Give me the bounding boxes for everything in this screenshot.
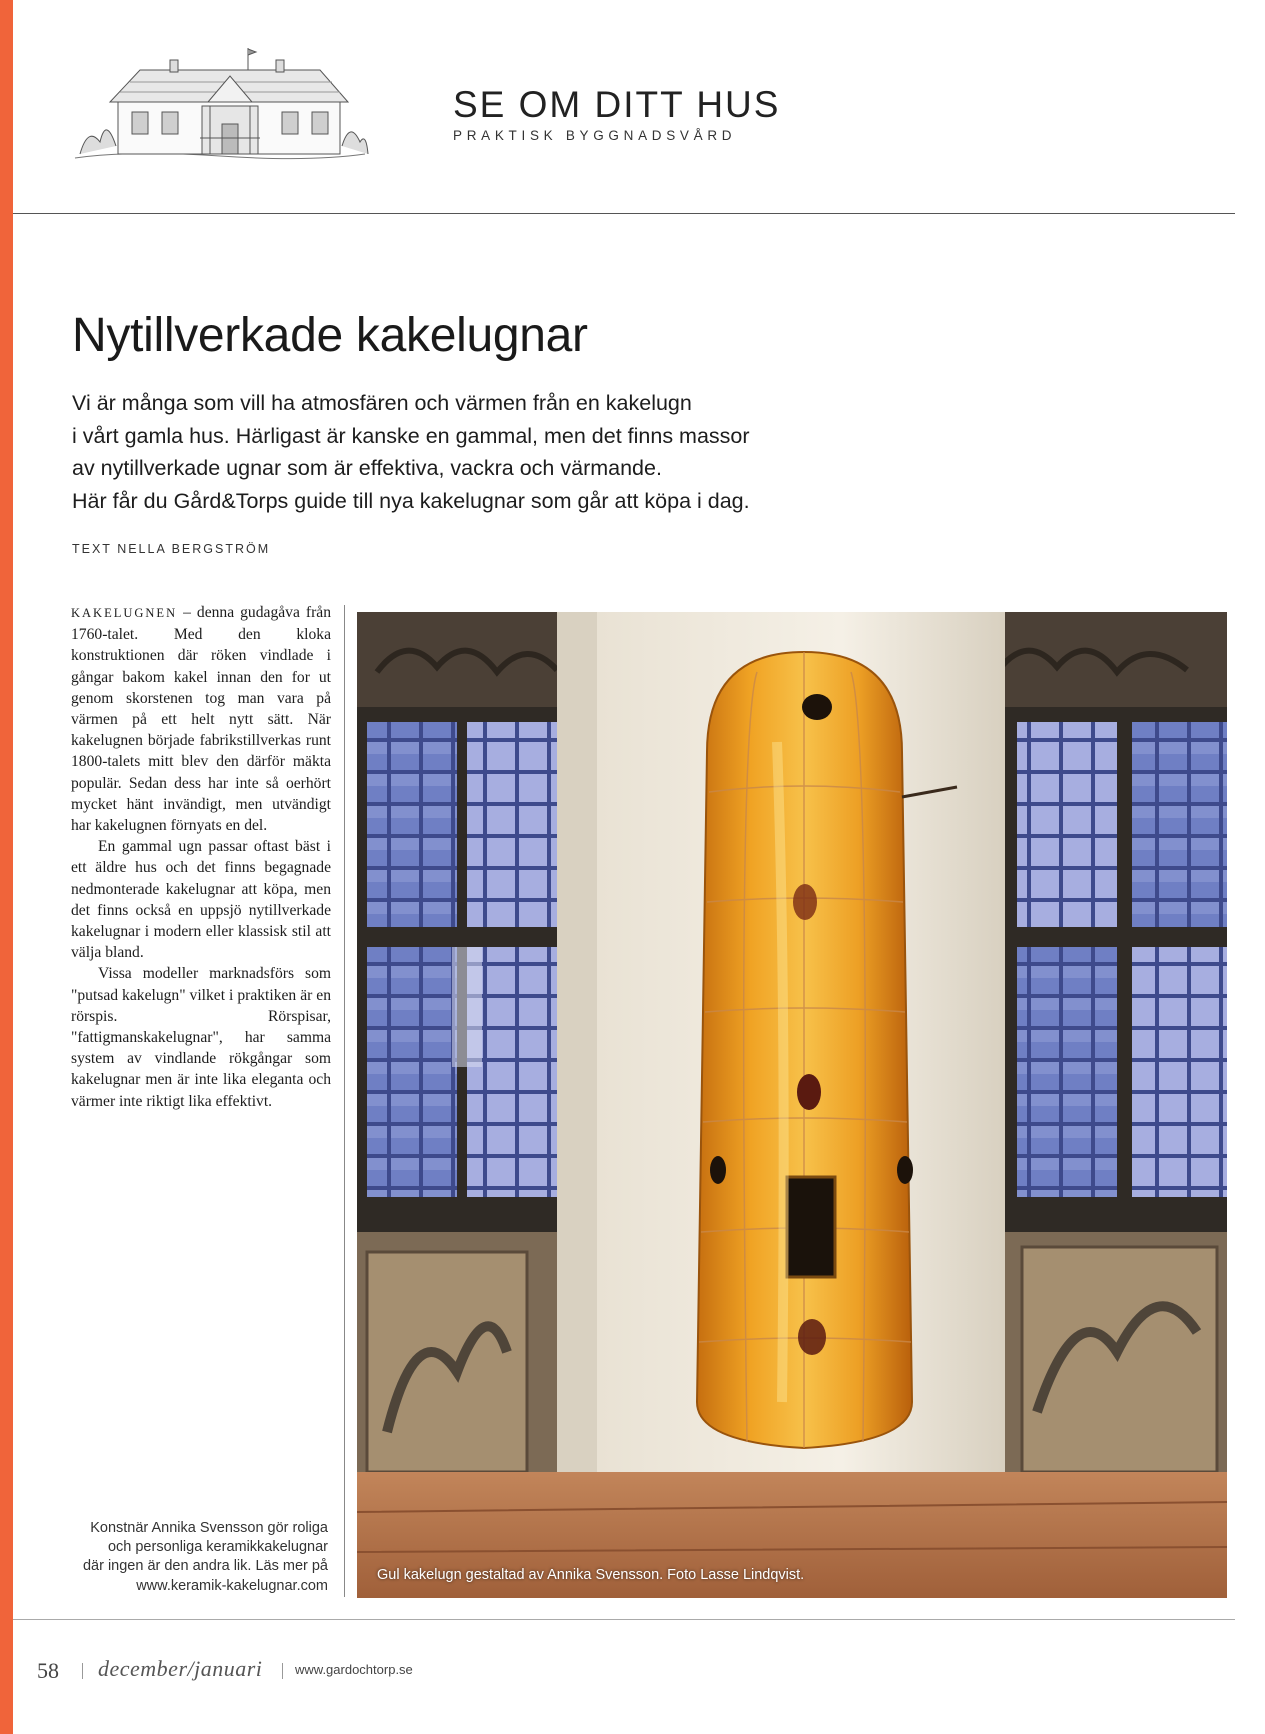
ingress-line: av nytillverkade ugnar som är effektiva, vackra och värmande.: [72, 456, 662, 480]
ingress-line: Här får du Gård&Torps guide till nya kakelugnar som går att köpa i dag.: [72, 488, 750, 513]
byline: TEXT NELLA BERGSTRÖM: [72, 542, 271, 556]
ingress-line: i vårt gamla hus. Härligast är kanske en gammal, men det finns massor: [72, 423, 750, 448]
section-heading: [453, 84, 781, 143]
body-paragraph: En gammal ugn passar oftast bäst i ett äldre hus och det finns begagnade nedmonterade kakelugnar att köpa, men det finns också en uppsjö nytillverkade kakelugnar i modern eller klassisk stil att välja bland.: [71, 838, 331, 962]
caption-line: Konstnär Annika Svensson gör roliga: [90, 1520, 328, 1536]
article-title: Nytillverkade kakelugnar: [72, 309, 588, 362]
section-title: SE OM DITT HUS: [453, 84, 781, 125]
body-paragraph: Vissa modeller marknadsförs som "putsad kakelugn" vilket i praktiken är en rörspis. Rörspisar, "fattigmanskakelugnar", har samma system av vindlande rökgångar som kakelugnar men är inte lika eleganta och värmer inte riktigt lika effektivt.: [71, 965, 331, 1110]
body-paragraph: [71, 602, 331, 836]
page-number: 58: [37, 1658, 59, 1683]
caption-line: och personliga keramikkakelugnar: [107, 1539, 328, 1556]
column-divider: [344, 605, 345, 1597]
photo-caption: Gul kakelugn gestaltad av Annika Svensson. Foto Lasse Lindqvist.: [377, 1567, 805, 1583]
page-edge-stripe: [0, 0, 13, 1734]
kakelugn-photo: [357, 612, 1227, 1598]
article-ingress: [72, 387, 852, 517]
body-text-column: [71, 602, 331, 1112]
site-url: www.gardochtorp.se: [295, 1662, 413, 1677]
paragraph-text: – denna gudagåva från 1760-talet. Med den kloka konstruktionen där röken vindlade i gångar bakom kakel innan den for ut genom skorstenen tog man vara på värmen på ett helt nytt sätt. När kakelugnen började fabrikstillverkas runt 1800-talets mitt blev den därför mäkta populär. Sedan dess har inte så oerhört mycket hänt invändigt, men utvändigt har kakelugnen förnyats en del.: [71, 604, 331, 835]
ingress-line: Vi är många som vill ha atmosfären och värmen från en kakelugn: [72, 391, 692, 415]
footer-separator: [282, 1663, 283, 1679]
kicker: KAKELUGNEN: [71, 606, 178, 620]
caption-line: där ingen är den andra lik. Läs mer på: [82, 1558, 328, 1575]
section-subtitle: PRAKTISK BYGGNADSVÅRD: [453, 128, 737, 143]
house-illustration: [70, 46, 370, 164]
side-caption: [30, 1519, 328, 1596]
issue-name: december/januari: [98, 1656, 263, 1681]
header-divider: [13, 213, 1235, 214]
footer-separator: [82, 1663, 83, 1679]
caption-line: www.keramik-kakelugnar.com: [136, 1577, 328, 1594]
footer-divider: [13, 1619, 1235, 1620]
